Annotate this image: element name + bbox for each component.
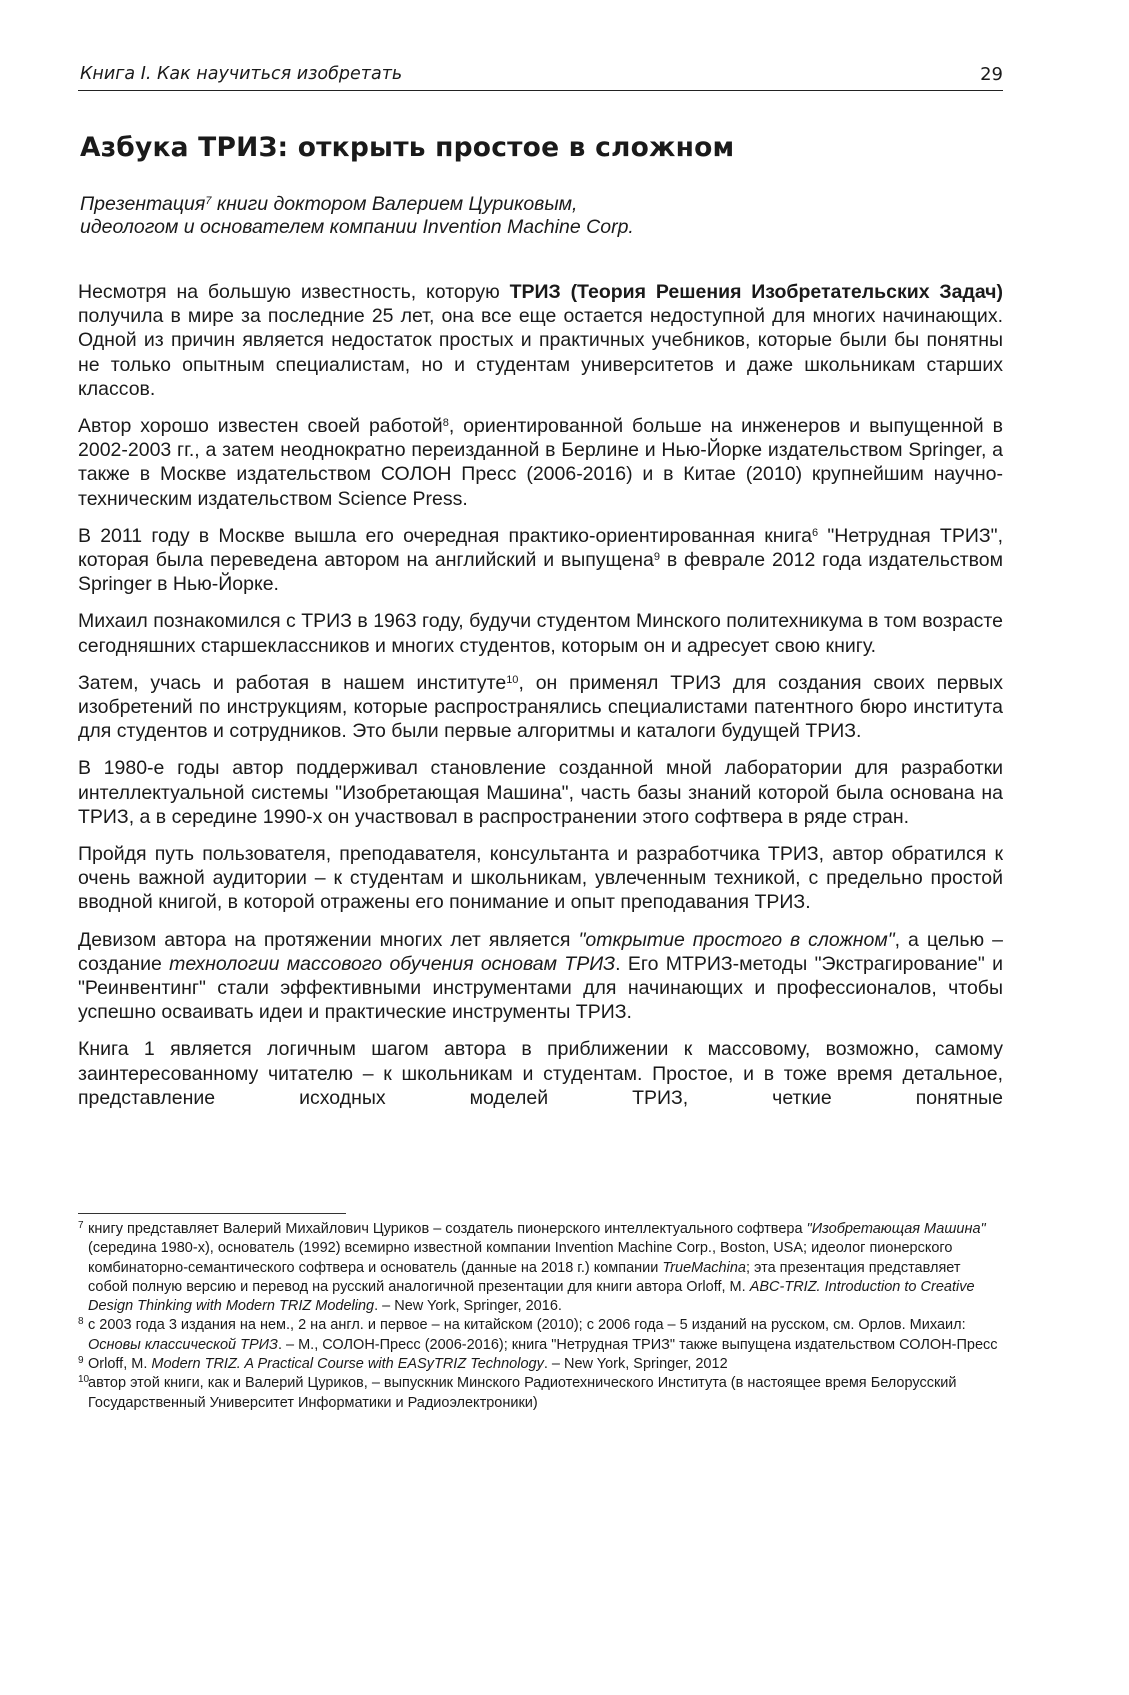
footnote-number: 10 — [78, 1374, 90, 1386]
p3-text-a: В 2011 году в Москве вышла его очередная практико-ориентированная книга — [78, 524, 812, 547]
running-header — [78, 60, 1003, 91]
p8-text-c: . Его МТРИЗ-методы "Экстрагирование" и "Реинвентинг" стали эффективными инструментами для начинающих и профессионалов, чтобы успешно осваивать идеи и практические инструменты ТРИЗ. — [78, 952, 1003, 1024]
footnote-10 — [78, 1374, 1003, 1413]
p3-text-b: "Нетрудная ТРИЗ", которая была переведена автором на английский и выпущена — [78, 524, 1003, 572]
footnote-8 — [78, 1316, 1003, 1355]
p5-text-a: Затем, учась и работая в нашем институте — [78, 671, 507, 694]
footnote-divider — [78, 1213, 346, 1214]
fn8-text-a: с 2003 года 3 издания на нем., 2 на англ. и первое – на китайском (2010); с 2006 года – 5 изданий на русском, см. Орлов. Михаил: — [88, 1317, 966, 1334]
footnote-ref-8: 8 — [442, 417, 449, 430]
paragraph-7: Пройдя путь пользователя, преподавателя, консультанта и разработчика ТРИЗ, автор обратился к очень важной аудитории – к студентам и школьникам, увлеченным техникой, с предельно простой вводной книгой, в которой отражены его понимание и опыт преподавания ТРИЗ. — [78, 843, 1003, 914]
fn7-italic-1: "Изобретающая Машина" — [806, 1221, 986, 1237]
page-number: 29 — [980, 64, 1003, 85]
paragraph-6: В 1980-е годы автор поддерживал становление созданной мной лаборатории для разработки интеллектуальной системы "Изобретающая Машина", часть базы знаний которой была основана на ТРИЗ, а в середине 1990-х он участвовал в распространении этого софтвера в ряде стран. — [78, 757, 1003, 828]
subtitle-text-c: идеологом и основателем компании Invention Machine Corp. — [80, 216, 634, 238]
p2-text-a: Автор хорошо известен своей работой — [78, 415, 443, 438]
body-text — [78, 280, 1003, 1110]
p8-italic-2: технологии массового обучения основам ТРИЗ — [169, 952, 616, 975]
footnote-ref-6: 6 — [812, 526, 819, 539]
footnote-ref-10: 10 — [506, 673, 519, 686]
fn9-text-b: . – New York, Springer, 2012 — [543, 1356, 728, 1373]
p1-text-b: получила в мире за последние 25 лет, она все еще остается недоступной для многих начинающих. Одной из причин является недостаток простых и практичных учебников, которые были бы понятны не только опытным специалистам, но и студентам университетов и даже школьникам старших классов. — [78, 305, 1003, 400]
footnote-7 — [78, 1220, 1003, 1316]
footnote-ref-7: 7 — [205, 195, 212, 207]
fn7-italic-2: TrueMachina — [662, 1259, 746, 1276]
footnote-number: 9 — [78, 1355, 84, 1367]
footnote-9 — [78, 1355, 1003, 1374]
p1-text-a: Несмотря на большую известность, которую — [78, 281, 510, 303]
p8-text-a: Девизом автора на протяжении многих лет является — [78, 928, 579, 951]
paragraph-9: Книга 1 является логичным шагом автора в приближении к массовому, возможно, самому заинтересованному читателю – к школьникам и студентам. Простое, и в тоже время детальное, представление исходных моделей ТРИЗ, четкие понятные — [78, 1038, 1003, 1109]
p8-italic-1: "открытие простого в сложном" — [578, 928, 895, 951]
fn7-text-b: (середина 1980-х), основатель (1992) всемирно известной компании Invention Machine Corp., Boston, USA; идеолог пионерского комбинаторно-семантического софтвера и основатель (данные на 2018 г.) компании — [88, 1240, 953, 1276]
subtitle — [80, 193, 634, 239]
p1-bold: ТРИЗ (Теория Решения Изобретательских Задач) — [509, 281, 1004, 303]
book-title: Книга I. Как научиться изобретать — [80, 64, 403, 84]
page-title: Азбука ТРИЗ: открыть простое в сложном — [80, 132, 735, 163]
paragraph-1 — [78, 280, 1003, 401]
footnote-number: 7 — [78, 1220, 84, 1231]
paragraph-4: Михаил познакомился с ТРИЗ в 1963 году, будучи студентом Минского политехникума в том возрасте сегодняшних старшеклассников и многих студентов, которым он и адресует свою книгу. — [78, 610, 1003, 657]
fn7-text-c: ; эта презентация представляет собой полную версию и перевод на русский аналогичной презентации для книги автора Orloff, M. — [88, 1259, 961, 1295]
fn8-italic-1: Основы классической ТРИЗ — [88, 1336, 278, 1353]
paragraph-2 — [78, 414, 1003, 511]
subtitle-text-b: книги доктором Валерием Цуриковым, — [211, 193, 578, 215]
fn7-text-a: книгу представляет Валерий Михайлович Цуриков – создатель пионерского интеллектуального софтвера — [88, 1221, 807, 1237]
subtitle-text-a: Презентация — [80, 193, 206, 215]
p3-text-c: в феврале 2012 года издательством Springer в Нью-Йорке. — [78, 549, 1003, 596]
p8-text-b: , а целью – создание — [78, 928, 1003, 975]
footnote-number: 8 — [78, 1316, 84, 1328]
fn9-italic-1: Modern TRIZ. A Practical Course with EASyTRIZ Technology — [151, 1356, 544, 1373]
fn10-text-a: автор этой книги, как и Валерий Цуриков, – выпускник Минского Радиотехнического Института (в настоящее время Белорусский Государственный Университет Информатики и Радиоэлектроники) — [88, 1375, 957, 1411]
fn7-italic-3: ABC-TRIZ. Introduction to Creative Design Thinking with Modern TRIZ Modeling — [88, 1278, 975, 1315]
fn8-text-b: . – М., СОЛОН-Пресс (2006-2016); книга "Нетрудная ТРИЗ" также выпущена издательством СОЛОН-Пресс — [277, 1336, 998, 1353]
footnote-ref-9: 9 — [653, 551, 661, 564]
paragraph-3 — [78, 524, 1003, 597]
fn7-text-d: . – New York, Springer, 2016. — [374, 1298, 562, 1315]
paragraph-8 — [78, 928, 1003, 1025]
footnotes — [78, 1220, 1003, 1413]
p2-text-b: , ориентированной больше на инженеров и выпущенной в 2002-2003 гг., а затем неоднократно переизданной в Берлине и Нью-Йорке издательством Springer, а также в Москве издательством СОЛОН Пресс (2006-2016) и в Китае (2010) крупнейшим научно-техническим издательством Science Press. — [78, 415, 1003, 510]
fn9-text-a: Orloff, M. — [88, 1356, 152, 1373]
p5-text-b: , он применял ТРИЗ для создания своих первых изобретений по инструкциям, которые распространялись специалистами патентного бюро института для студентов и сотрудников. Это были первые алгоритмы и каталоги будущей ТРИЗ. — [78, 671, 1003, 743]
paragraph-5 — [78, 671, 1003, 744]
